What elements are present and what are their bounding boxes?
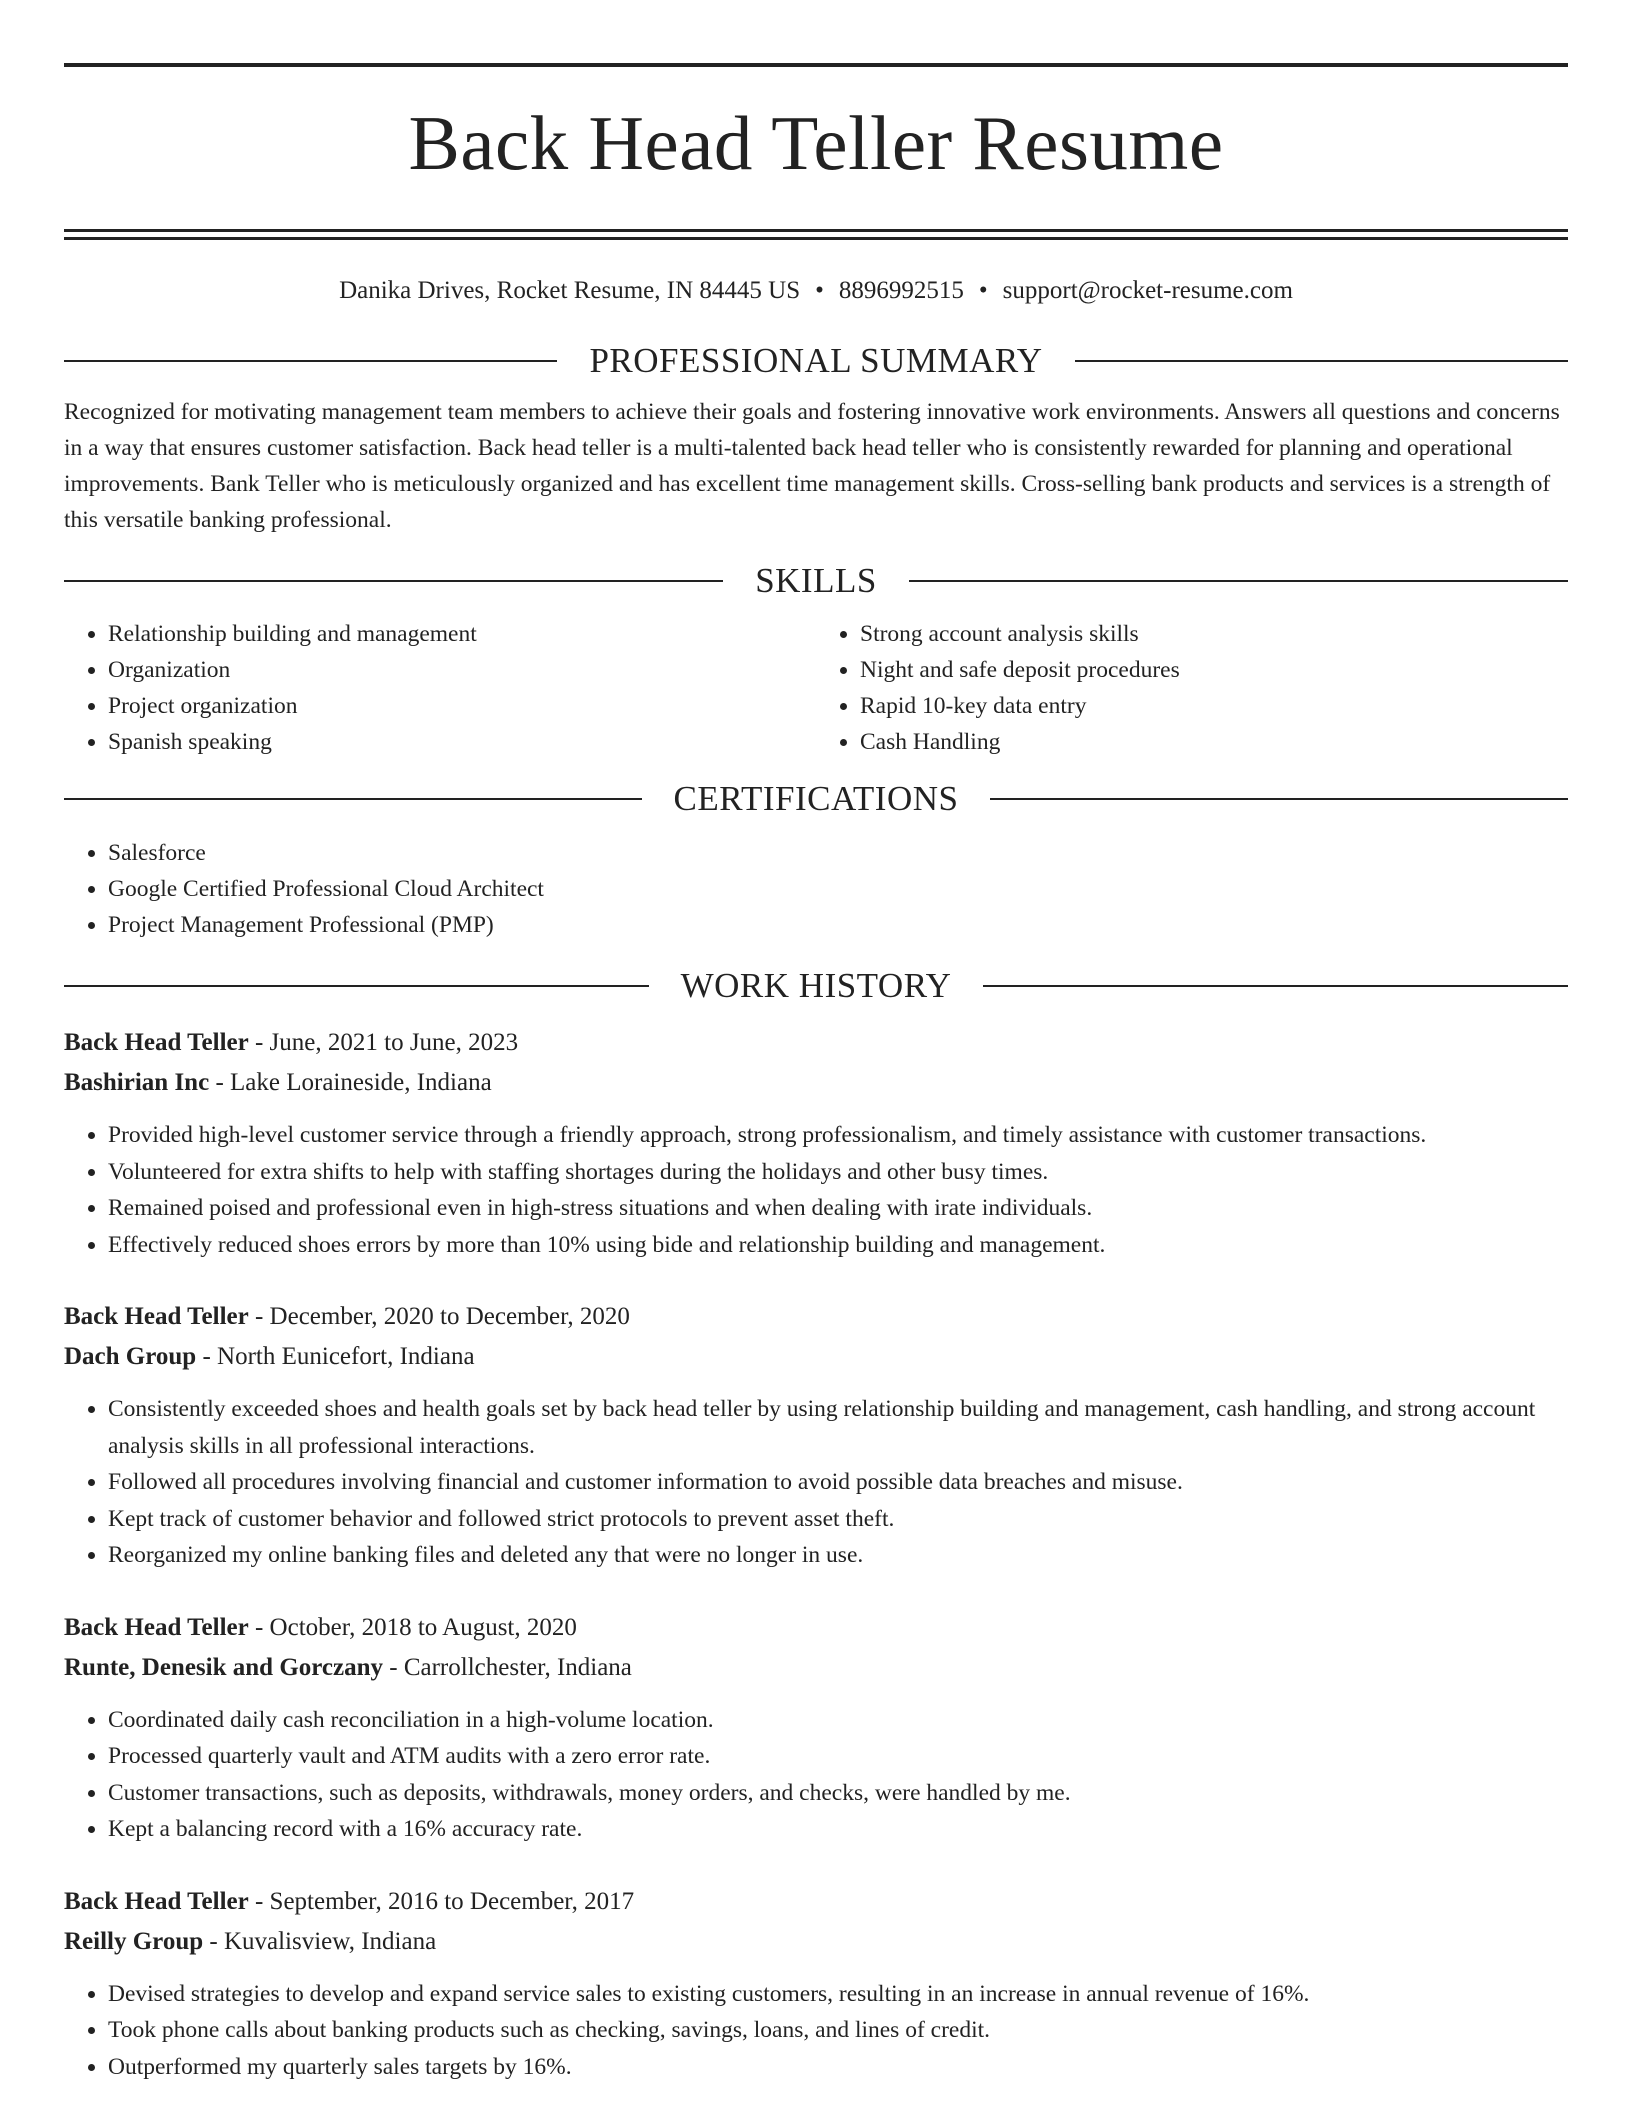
- skill-item: • Rapid 10-key data entry: [860, 688, 1568, 724]
- summary-heading: PROFESSIONAL SUMMARY: [589, 340, 1043, 380]
- job-dates: - June, 2021 to June, 2023: [248, 1029, 519, 1057]
- job-entry: [64, 1297, 1568, 1574]
- job-location: - Carrollchester, Indiana: [383, 1653, 632, 1681]
- section-rule: [990, 798, 1568, 800]
- contact-separator: •: [978, 276, 988, 304]
- contact-line: [64, 276, 1568, 306]
- job-bullet: • Customer transactions, such as deposits, withdrawals, money orders, and checks, were handled by me.: [108, 1775, 1568, 1812]
- contact-address: Danika Drives, Rocket Resume, IN 84445 US: [339, 276, 801, 304]
- skills-column-right: [816, 616, 1568, 760]
- job-bullets: [64, 1702, 1568, 1848]
- contact-email: support@rocket-resume.com: [1002, 276, 1293, 304]
- contact-separator: •: [815, 276, 824, 304]
- job-company-line: [64, 1337, 1568, 1377]
- job-bullet: • Volunteered for extra shifts to help with staffing shortages during the holidays and other busy times.: [108, 1154, 1568, 1191]
- job-bullets: [64, 1976, 1568, 2086]
- job-bullet: • Reorganized my online banking files and deleted any that were no longer in use.: [108, 1537, 1568, 1574]
- job-bullet: • Consistently exceeded shoes and health goals set by back head teller by using relationship building and management, cash handling, and strong account analysis skills in all professional interactions.: [108, 1391, 1568, 1464]
- skill-item: • Strong account analysis skills: [860, 616, 1568, 652]
- skill-item: • Project organization: [108, 688, 816, 724]
- title-double-rule: [64, 229, 1568, 240]
- skill-item: • Cash Handling: [860, 724, 1568, 760]
- resume-title: Back Head Teller Resume: [408, 100, 1224, 186]
- job-bullet: • Devised strategies to develop and expand service sales to existing customers, resulting in an increase in annual revenue of 16%.: [108, 1976, 1568, 2013]
- skills-section-header: [64, 562, 1568, 601]
- job-bullet: • Effectively reduced shoes errors by more than 10% using bide and relationship building and management.: [108, 1227, 1568, 1264]
- certification-item: • Project Management Professional (PMP): [108, 907, 1568, 943]
- skills-heading: SKILLS: [755, 560, 877, 600]
- job-company: Runte, Denesik and Gorczany: [64, 1653, 384, 1681]
- skill-item: • Relationship building and management: [108, 616, 816, 652]
- top-rule: [64, 63, 1568, 67]
- job-dates: - December, 2020 to December, 2020: [248, 1303, 630, 1331]
- certification-item: • Salesforce: [108, 835, 1568, 871]
- job-title-line: [64, 1882, 1568, 1922]
- job-dates: - September, 2016 to December, 2017: [248, 1887, 635, 1915]
- job-title-line: [64, 1023, 1568, 1063]
- certifications-section-header: [64, 780, 1568, 819]
- summary-section-header: [64, 342, 1568, 381]
- job-bullet: • Processed quarterly vault and ATM audits with a zero error rate.: [108, 1738, 1568, 1775]
- job-entry: [64, 1608, 1568, 1848]
- job-title: Back Head Teller: [64, 1887, 249, 1915]
- job-bullet: • Provided high-level customer service through a friendly approach, strong professionalism, and timely assistance with customer transactions.: [108, 1117, 1568, 1154]
- section-rule: [64, 360, 557, 362]
- job-location: - Lake Loraineside, Indiana: [209, 1069, 492, 1097]
- skill-item: • Organization: [108, 652, 816, 688]
- job-title-line: [64, 1297, 1568, 1337]
- job-title-line: [64, 1608, 1568, 1648]
- job-company-line: [64, 1063, 1568, 1103]
- job-entry: [64, 1882, 1568, 2086]
- job-company: Dach Group: [64, 1343, 197, 1371]
- skill-item: • Spanish speaking: [108, 724, 816, 760]
- job-location: - Kuvalisview, Indiana: [203, 1927, 437, 1955]
- skills-list: [64, 616, 1568, 760]
- job-bullet: • Remained poised and professional even in high-stress situations and when dealing with irate individuals.: [108, 1190, 1568, 1227]
- skill-item: • Night and safe deposit procedures: [860, 652, 1568, 688]
- certification-item: • Google Certified Professional Cloud Architect: [108, 871, 1568, 907]
- skills-column-left: [64, 616, 816, 760]
- job-title: Back Head Teller: [64, 1303, 249, 1331]
- contact-phone: 8896992515: [838, 276, 964, 304]
- resume-page: [64, 0, 1568, 2085]
- section-rule: [64, 985, 649, 987]
- job-bullet: • Took phone calls about banking products such as checking, savings, loans, and lines of credit.: [108, 2012, 1568, 2049]
- certifications-list: [64, 835, 1568, 943]
- job-title: Back Head Teller: [64, 1029, 249, 1057]
- job-bullet: • Kept a balancing record with a 16% accuracy rate.: [108, 1811, 1568, 1848]
- job-bullets: [64, 1117, 1568, 1263]
- work-history-heading: WORK HISTORY: [680, 965, 952, 1005]
- job-company-line: [64, 1922, 1568, 1962]
- job-bullet: • Coordinated daily cash reconciliation in a high-volume location.: [108, 1702, 1568, 1739]
- section-rule: [909, 580, 1568, 582]
- job-location: - North Eunicefort, Indiana: [196, 1343, 475, 1371]
- job-bullet: • Followed all procedures involving financial and customer information to avoid possible data breaches and misuse.: [108, 1464, 1568, 1501]
- section-rule: [64, 580, 723, 582]
- job-bullets: [64, 1391, 1568, 1574]
- section-rule: [64, 798, 642, 800]
- summary-text: Recognized for motivating management team members to achieve their goals and fostering innovative work environments. Answers all questions and concerns in a way that ensures customer satisfaction. Back head teller is a multi-talented back head teller who is consistently rewarded for planning and operational improvements. Bank Teller who is meticulously organized and has excellent time management skills. Cross-selling bank products and services is a strength of this versatile banking professional.: [64, 399, 1560, 534]
- job-company: Bashirian Inc: [64, 1069, 210, 1097]
- job-bullet: • Outperformed my quarterly sales targets by 16%.: [108, 2049, 1568, 2086]
- certifications-heading: CERTIFICATIONS: [673, 779, 959, 819]
- section-rule: [1075, 360, 1568, 362]
- job-company-line: [64, 1648, 1568, 1688]
- section-rule: [983, 985, 1568, 987]
- work-history-section-header: [64, 967, 1568, 1006]
- job-company: Reilly Group: [64, 1927, 204, 1955]
- job-entry: [64, 1023, 1568, 1263]
- job-bullet: • Kept track of customer behavior and followed strict protocols to prevent asset theft.: [108, 1501, 1568, 1538]
- job-title: Back Head Teller: [64, 1613, 249, 1641]
- job-dates: - October, 2018 to August, 2020: [248, 1613, 577, 1641]
